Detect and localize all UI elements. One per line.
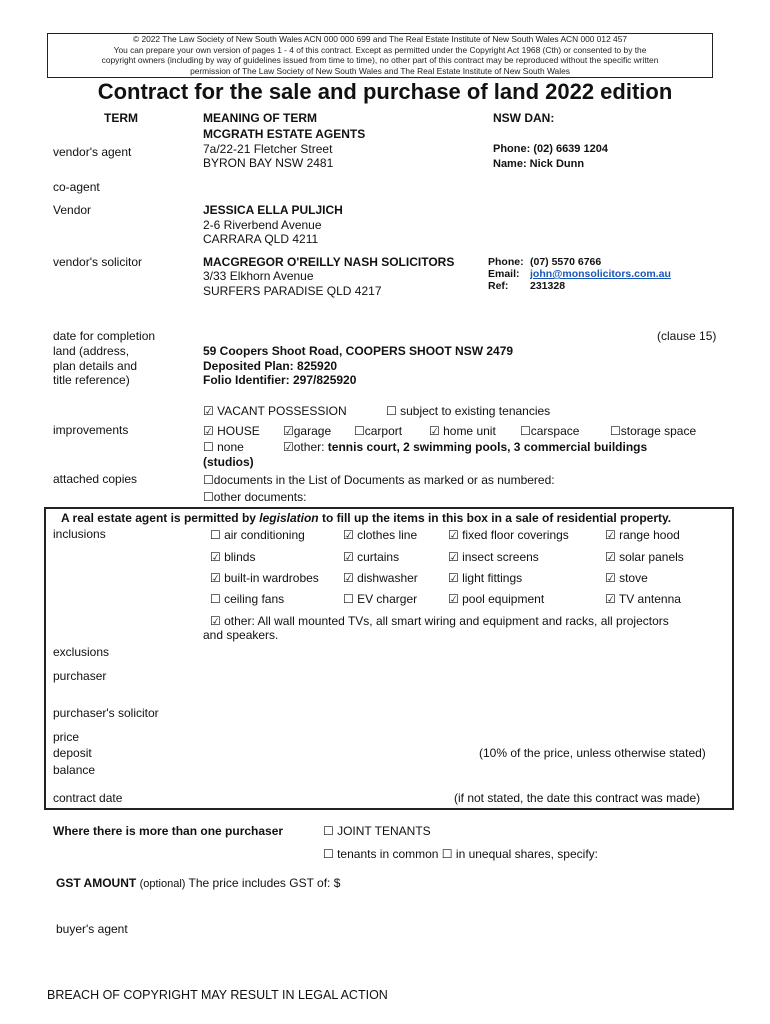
page-title: Contract for the sale and purchase of land 2022 edition <box>97 79 673 104</box>
vendor-address-1: 2-6 Riverbend Avenue <box>203 218 322 232</box>
home-unit-checkbox[interactable]: ☑ home unit <box>429 424 496 438</box>
tv-antenna-checkbox[interactable]: ☑ TV antenna <box>605 592 681 606</box>
none-checkbox[interactable]: ☐ none <box>203 440 244 454</box>
insect-screens-checkbox[interactable]: ☑ insect screens <box>448 550 539 564</box>
purchasers-solicitor-label: purchaser's solicitor <box>53 706 159 720</box>
vendors-solicitor-name: MACGREGOR O'REILLY NASH SOLICITORS <box>203 255 455 269</box>
clothes-line-checkbox[interactable]: ☑ clothes line <box>343 528 418 542</box>
gst-text: The price includes GST of: $ <box>188 876 341 890</box>
copyright-line-3: copyright owners (including by way of guidelines issued from time to time), no other part of this contract may be reproduced without the specific written <box>101 55 659 65</box>
stove-checkbox[interactable]: ☑ stove <box>605 571 648 585</box>
vendors-solicitor-label: vendor's solicitor <box>53 255 142 269</box>
pool-equipment-checkbox[interactable]: ☑ pool equipment <box>448 592 545 606</box>
carport-checkbox[interactable]: ☐carport <box>354 424 403 438</box>
balance-label: balance <box>53 763 96 777</box>
air-conditioning-checkbox[interactable]: ☐ air conditioning <box>210 528 305 542</box>
copyright-line-1: © 2022 The Law Society of New South Wales ACN 000 000 699 and The Real Estate Institute of New South Wales ACN 000 012 457 <box>132 34 628 44</box>
joint-tenants-checkbox[interactable]: ☐ JOINT TENANTS <box>323 824 431 838</box>
solicitor-ref: 231328 <box>530 280 566 292</box>
nsw-dan-header: NSW DAN: <box>493 111 555 125</box>
other-improvements-checkbox[interactable] <box>283 440 647 454</box>
tenants-in-common-checkbox[interactable]: ☐ tenants in common ☐ in unequal shares, specify: <box>323 847 598 861</box>
inclusions-label: inclusions <box>53 527 106 541</box>
term-header: TERM <box>104 111 138 125</box>
house-checkbox[interactable]: ☑ HOUSE <box>203 424 260 438</box>
other-improvements-prefix: ☑other: <box>283 440 328 454</box>
agent-box-heading <box>61 511 671 525</box>
dishwasher-checkbox[interactable]: ☑ dishwasher <box>343 571 418 585</box>
gst-optional: (optional) <box>139 878 186 890</box>
land-label-3: title reference) <box>53 373 130 387</box>
land-label-1: land (address, <box>53 344 130 358</box>
ceiling-fans-checkbox[interactable]: ☐ ceiling fans <box>210 592 285 606</box>
carspace-checkbox[interactable]: ☐carspace <box>520 424 580 438</box>
copyright-notice <box>47 33 713 78</box>
improvements-label: improvements <box>53 423 129 437</box>
purchaser-label: purchaser <box>53 669 107 683</box>
solicitor-email-link[interactable]: john@monsolicitors.com.au <box>530 268 671 280</box>
vendors-agent-address-1: 7a/22-21 Fletcher Street <box>203 142 333 156</box>
solar-panels-checkbox[interactable]: ☑ solar panels <box>605 550 684 564</box>
ev-charger-checkbox[interactable]: ☐ EV charger <box>343 592 418 606</box>
agent-box-heading-pre: A real estate agent is permitted by <box>61 511 260 525</box>
solicitor-phone-label: Phone: <box>488 256 524 268</box>
copyright-line-4: permission of The Law Society of New South Wales and The Real Estate Institute of New South Wales <box>190 65 570 76</box>
deposit-note: (10% of the price, unless otherwise stated) <box>479 746 706 760</box>
meaning-header: MEANING OF TERM <box>203 111 317 125</box>
copyright-line-2: You can prepare your own version of pages 1 - 4 of this contract. Except as permitted under the Copyright Act 1968 (Cth) or consented to by the <box>113 44 647 55</box>
documents-list-checkbox[interactable]: ☐documents in the List of Documents as marked or as numbered: <box>203 473 555 487</box>
vendors-solicitor-address-2: SURFERS PARADISE QLD 4217 <box>203 284 382 298</box>
attached-copies-label: attached copies <box>53 472 138 486</box>
vendors-solicitor-address-1: 3/33 Elkhorn Avenue <box>203 269 314 283</box>
solicitor-email-label: Email: <box>488 268 520 280</box>
range-hood-checkbox[interactable]: ☑ range hood <box>605 528 680 542</box>
other-improvements-value: tennis court, 2 swimming pools, 3 commercial buildings <box>327 440 648 454</box>
vendors-agent-contact: Name: Nick Dunn <box>493 158 585 170</box>
curtains-checkbox[interactable]: ☑ curtains <box>343 550 400 564</box>
vacant-possession-checkbox[interactable]: ☑ VACANT POSSESSION <box>203 404 347 418</box>
solicitor-ref-label: Ref: <box>488 280 509 292</box>
agent-box-heading-emphasis: legislation <box>259 511 319 525</box>
built-in-wardrobes-checkbox[interactable]: ☑ built-in wardrobes <box>210 571 319 585</box>
gst-label: GST AMOUNT <box>56 876 137 890</box>
vendors-agent-name: MCGRATH ESTATE AGENTS <box>203 127 366 141</box>
exclusions-label: exclusions <box>53 645 110 659</box>
contract-date-note: (if not stated, the date this contract was made) <box>454 791 701 805</box>
contract-date-label: contract date <box>53 791 123 805</box>
vendor-name: JESSICA ELLA PULJICH <box>203 203 343 217</box>
land-plan: Deposited Plan: 825920 <box>203 359 338 373</box>
vendor-address-2: CARRARA QLD 4211 <box>203 232 319 246</box>
existing-tenancies-checkbox[interactable]: ☐ subject to existing tenancies <box>386 404 551 418</box>
other-documents-checkbox[interactable]: ☐other documents: <box>203 490 307 504</box>
footer-notice: BREACH OF COPYRIGHT MAY RESULT IN LEGAL ACTION <box>47 988 388 1002</box>
solicitor-phone: (07) 5570 6766 <box>530 256 602 268</box>
buyers-agent-label: buyer's agent <box>56 922 128 936</box>
price-label: price <box>53 730 80 744</box>
light-fittings-checkbox[interactable]: ☑ light fittings <box>448 571 523 585</box>
storage-space-checkbox[interactable]: ☐storage space <box>610 424 697 438</box>
completion-clause: (clause 15) <box>657 329 717 343</box>
other-inclusions-text-2: and speakers. <box>203 628 279 642</box>
other-improvements-value-2: (studios) <box>203 455 254 469</box>
land-folio: Folio Identifier: 297/825920 <box>203 373 357 387</box>
completion-label: date for completion <box>53 329 156 343</box>
vendors-agent-phone: Phone: (02) 6639 1204 <box>493 143 608 155</box>
fixed-floor-coverings-checkbox[interactable]: ☑ fixed floor coverings <box>448 528 569 542</box>
land-address: 59 Coopers Shoot Road, COOPERS SHOOT NSW 2479 <box>203 344 514 358</box>
other-inclusions-checkbox[interactable]: ☑ other: All wall mounted TVs, all smart wiring and equipment and racks, all projectors <box>210 614 669 628</box>
garage-checkbox[interactable]: ☑garage <box>283 424 332 438</box>
land-label-2: plan details and <box>53 359 138 373</box>
blinds-checkbox[interactable]: ☑ blinds <box>210 550 256 564</box>
agent-box-heading-post: to fill up the items in this box in a sale of residential property. <box>318 511 672 525</box>
gst-row <box>56 876 340 890</box>
co-agent-label: co-agent <box>53 180 100 194</box>
deposit-label: deposit <box>53 746 92 760</box>
vendor-label: Vendor <box>53 203 92 217</box>
vendors-agent-label: vendor's agent <box>53 145 132 159</box>
vendors-agent-address-2: BYRON BAY NSW 2481 <box>203 156 334 170</box>
multiple-purchasers-label: Where there is more than one purchaser <box>53 824 284 838</box>
